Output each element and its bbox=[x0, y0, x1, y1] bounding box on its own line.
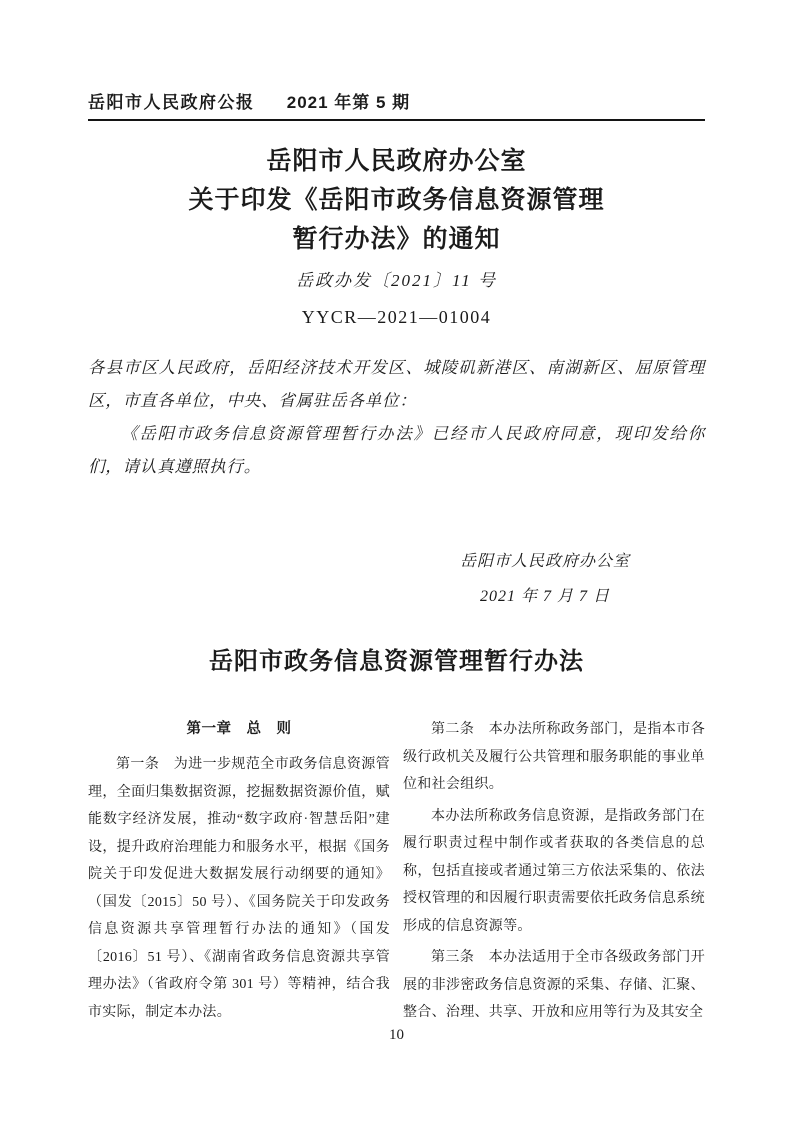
doc-number: 岳政办发〔2021〕11 号 bbox=[296, 271, 497, 290]
notice-body bbox=[88, 351, 705, 483]
signature-block bbox=[420, 544, 670, 614]
notice-title-line-3: 暂行办法》的通知 bbox=[292, 226, 501, 253]
gazette-issue: 2021 年第 5 期 bbox=[286, 93, 411, 112]
page-number: 10 bbox=[389, 1027, 404, 1043]
signature-issuer: 岳阳市人民政府办公室 bbox=[459, 553, 630, 570]
signature-date: 2021 年 7 月 7 日 bbox=[479, 588, 610, 605]
right-column bbox=[403, 716, 705, 1031]
regulation-article-2-definition-paragraph: 本办法所称政务信息资源，是指政务部门在履行职责过程中制作或者获取的各类信息的总称，包括直接或者通过第三方依法采集的、依法授权管理的和因履行职责需要依托政务信息系统形成的信息资源等。 bbox=[403, 808, 705, 934]
notice-title-line-2: 关于印发《岳阳市政务信息资源管理 bbox=[188, 187, 605, 214]
regulation-article-1-paragraph: 第一条 为进一步规范全市政务信息资源管理，全面归集数据资源，挖掘数据资源价值，赋能数字经济发展，推动“数字政府·智慧岳阳”建设，提升政府治理能力和服务水平，根据《国务院关于印发促进大数据发展行动纲要的通知》（国发〔2015〕50 号）、《国务院关于印发政务信息资源共享管理暂行办法的通知》（国发〔2016〕51 号）、《湖南省政务信息资源共享管理办法》（省政府令第 301 号）等精神，结合我市实际，制定本办法。 bbox=[88, 757, 390, 1020]
notice-addressees-paragraph: 各县市区人民政府，岳阳经济技术开发区、城陵矶新港区、南湖新区、屈原管理区，市直各单位，中央、省属驻岳各单位： bbox=[88, 358, 705, 410]
left-column bbox=[88, 716, 390, 1031]
regulation-title: 岳阳市政务信息资源管理暂行办法 bbox=[209, 649, 584, 675]
regulation-article-3-paragraph: 第三条 本办法适用于全市各级政务部门开展的非涉密政务信息资源的采集、存储、汇聚、整合、治理、共享、开放和应用等行为及其安全 bbox=[403, 950, 705, 1020]
gazette-title: 岳阳市人民政府公报 bbox=[88, 93, 255, 112]
regulation-columns bbox=[88, 716, 705, 1031]
regulation-article-2-paragraph: 第二条 本办法所称政务部门，是指本市各级行政机关及履行公共管理和服务职能的事业单位和社会组织。 bbox=[403, 722, 705, 792]
chapter-heading: 第一章 总 则 bbox=[186, 721, 292, 737]
notice-title-line-1: 岳阳市人民政府办公室 bbox=[266, 148, 527, 175]
notice-content-paragraph: 《岳阳市政务信息资源管理暂行办法》已经市人民政府同意，现印发给你们，请认真遵照执行。 bbox=[88, 424, 705, 476]
doc-reference-code: YYCR—2021—01004 bbox=[301, 307, 492, 327]
page-header bbox=[88, 88, 705, 121]
notice-title bbox=[0, 142, 793, 259]
